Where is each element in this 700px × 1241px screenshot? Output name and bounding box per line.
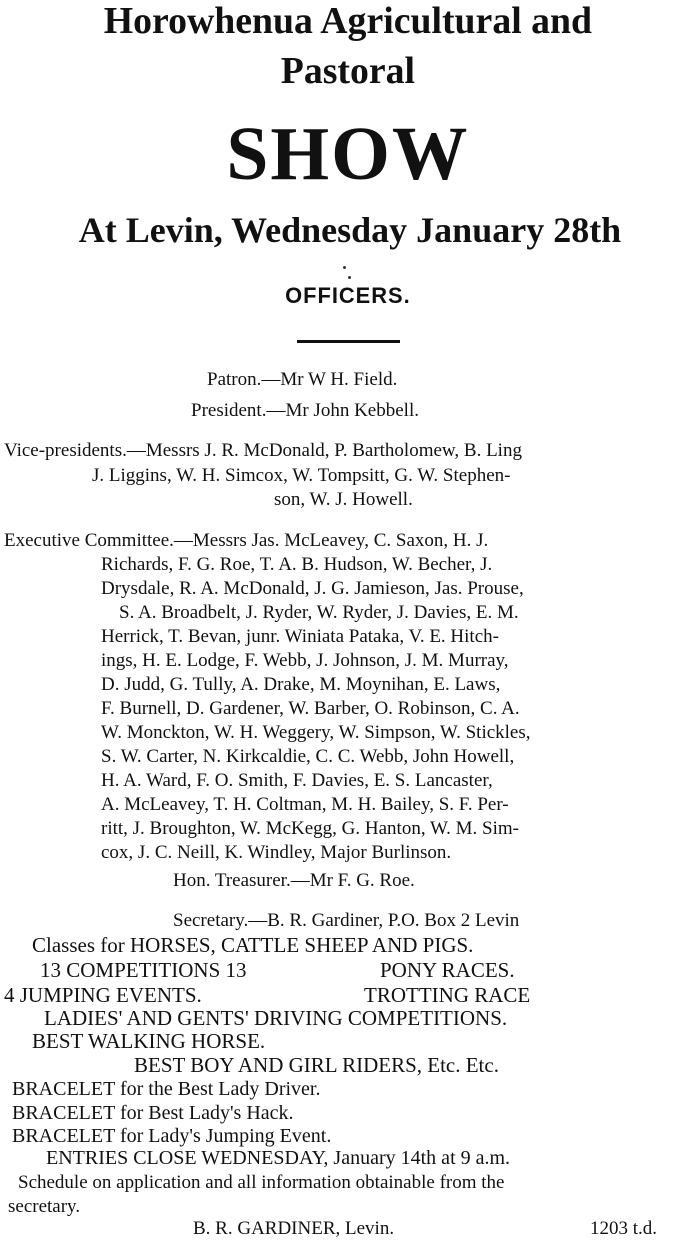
executive-line-7: D. Judd, G. Tully, A. Drake, M. Moynihan, E. Laws, <box>101 674 501 695</box>
show-date-text: At Levin, Wednesday January 28th <box>78 210 622 250</box>
vice-presidents-line-2: J. Liggins, W. H. Simcox, W. Tompsitt, G. W. Stephen- <box>92 465 511 486</box>
treasurer-line: Hon. Treasurer.—Mr F. G. Roe. <box>173 870 415 891</box>
schedule-line-2: secretary. <box>8 1196 81 1217</box>
patron-line: Patron.—Mr W H. Field. <box>207 369 398 390</box>
executive-line-3: Drysdale, R. A. McDonald, J. G. Jamieson, Jas. Prouse, <box>101 578 524 599</box>
executive-line-4: S. A. Broadbelt, J. Ryder, W. Ryder, J. Davies, E. M. <box>119 602 519 623</box>
trotting-race: TROTTING RACE <box>364 983 531 1007</box>
executive-line-12: A. McLeavey, T. H. Coltman, M. H. Bailey, S. F. Per- <box>101 794 509 815</box>
executive-line-8: F. Burnell, D. Gardener, W. Barber, O. Robinson, C. A. <box>101 698 520 719</box>
speck <box>343 266 346 269</box>
secretary-line: Secretary.—B. R. Gardiner, P.O. Box 2 Levin <box>173 910 520 931</box>
pony-races: PONY RACES. <box>380 958 515 982</box>
executive-line-9: W. Monckton, W. H. Weggery, W. Simpson, W. Stickles, <box>101 722 531 743</box>
entries-close: ENTRIES CLOSE WEDNESDAY, January 14th at 9 a.m. <box>46 1147 511 1169</box>
competitions-left: 13 COMPETITIONS 13 <box>40 958 247 982</box>
president-line: President.—Mr John Kebbell. <box>191 400 419 421</box>
title-line-1: Horowhenua Agricultural and <box>103 0 593 42</box>
executive-line-6: ings, H. E. Lodge, F. Webb, J. Johnson, J. M. Murray, <box>101 650 509 671</box>
executive-line-2: Richards, F. G. Roe, T. A. B. Hudson, W. Becher, J. <box>101 554 493 575</box>
jumping-events: 4 JUMPING EVENTS. <box>4 983 202 1007</box>
bracelet-hack: BRACELET for Best Lady's Hack. <box>12 1102 294 1124</box>
executive-line-5: Herrick, T. Bevan, junr. Winiata Pataka, V. E. Hitch- <box>101 626 499 647</box>
schedule-line-1: Schedule on application and all information obtainable from the <box>18 1172 505 1193</box>
executive-line-14: cox, J. C. Neill, K. Windley, Major Burlinson. <box>101 842 452 863</box>
speck <box>348 276 351 279</box>
signature: B. R. GARDINER, Levin. <box>193 1218 395 1239</box>
show-heading: SHOW <box>226 112 470 196</box>
show-date <box>4 212 696 248</box>
bracelet-driver: BRACELET for the Best Lady Driver. <box>12 1078 321 1100</box>
reference-number: 1203 t.d. <box>590 1218 658 1239</box>
walking-horse: BEST WALKING HORSE. <box>32 1029 266 1053</box>
vice-presidents-line-1: Vice-presidents.—Messrs J. R. McDonald, P. Bartholomew, B. Ling <box>4 440 522 461</box>
driving-competitions: LADIES' AND GENTS' DRIVING COMPETITIONS. <box>44 1006 508 1030</box>
officers-heading: OFFICERS. <box>285 283 411 308</box>
title-line-2: Pastoral <box>280 50 416 92</box>
classes-line: Classes for HORSES, CATTLE SHEEP AND PIGS. <box>32 933 474 957</box>
best-riders: BEST BOY AND GIRL RIDERS, Etc. Etc. <box>134 1053 499 1077</box>
vice-presidents-line-3: son, W. J. Howell. <box>274 489 413 510</box>
executive-line-13: ritt, J. Broughton, W. McKegg, G. Hanton, W. M. Sim- <box>101 818 520 839</box>
executive-line-1: Executive Committee.—Messrs Jas. McLeavey, C. Saxon, H. J. <box>4 530 489 551</box>
executive-line-10: S. W. Carter, N. Kirkcaldie, C. C. Webb, John Howell, <box>101 746 515 767</box>
executive-line-11: H. A. Ward, F. O. Smith, F. Davies, E. S. Lancaster, <box>101 770 493 791</box>
divider-rule <box>297 340 400 343</box>
bracelet-jumping: BRACELET for Lady's Jumping Event. <box>12 1125 332 1147</box>
